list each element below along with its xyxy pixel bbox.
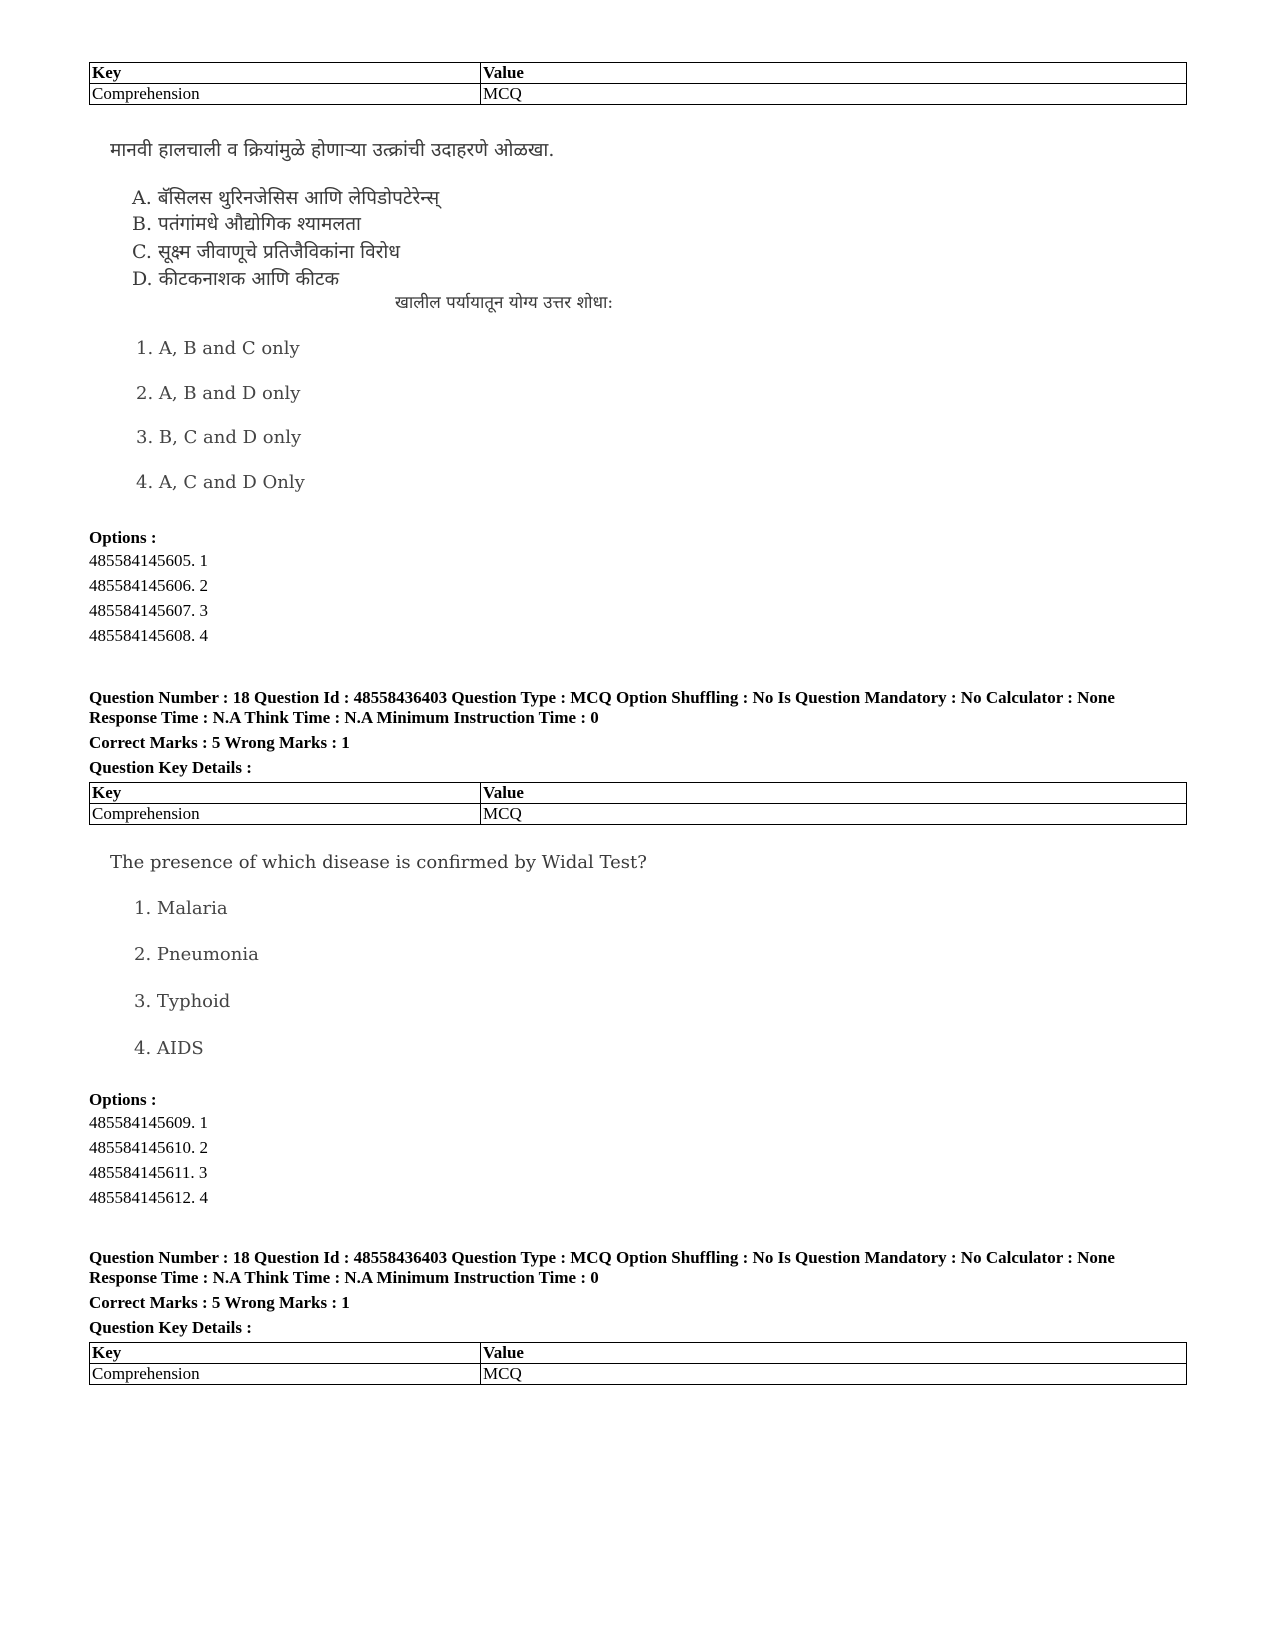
options-label: Options :: [89, 1090, 157, 1109]
question-18-meta: [89, 688, 1115, 728]
value-cell: MCQ: [481, 804, 1187, 825]
statement-a: A. बॅसिलस थुरिनजेसिस आणि लेपिडोपटेरेन्स्: [132, 187, 440, 209]
key-details-label: Question Key Details :: [89, 1318, 252, 1337]
question-meta-line2: Response Time : N.A Think Time : N.A Minimum Instruction Time : 0: [89, 1268, 599, 1287]
option-item: 485584145609. 1: [89, 1113, 208, 1132]
question-meta-line1: Question Number : 18 Question Id : 48558436403 Question Type : MCQ Option Shuffling : No Is Question Mandatory : No Calculator : None: [89, 1248, 1115, 1267]
table-row: [90, 804, 1187, 825]
question-stem: मानवी हालचाली व क्रियांमुळे होणाऱ्या उत्क्रांची उदाहरणे ओळखा.: [110, 139, 555, 161]
value-cell: MCQ: [481, 1364, 1187, 1385]
key-header: Key: [90, 63, 481, 84]
table-row: [90, 84, 1187, 105]
value-cell: MCQ: [481, 84, 1187, 105]
options-label: Options :: [89, 528, 157, 547]
choice-1: 1. A, B and C only: [136, 338, 300, 359]
choice-3: 3. B, C and D only: [136, 427, 302, 448]
question-18-repeat-meta: [89, 1248, 1115, 1288]
statement-c: C. सूक्ष्म जीवाणूचे प्रतिजैविकांना विरोध: [132, 241, 401, 263]
table-header-row: [90, 783, 1187, 804]
key-details-label: Question Key Details :: [89, 758, 252, 777]
value-header: Value: [481, 63, 1187, 84]
choice-4: 4. A, C and D Only: [136, 472, 305, 493]
table-row: [90, 1364, 1187, 1385]
choice-1: 1. Malaria: [134, 898, 228, 919]
choice-2: 2. A, B and D only: [136, 383, 301, 404]
option-item: 485584145605. 1: [89, 551, 208, 570]
options-block-18: [89, 1090, 208, 1210]
key-cell: Comprehension: [90, 84, 481, 105]
choice-3: 3. Typhoid: [134, 991, 231, 1012]
key-header: Key: [90, 783, 481, 804]
marks-line: Correct Marks : 5 Wrong Marks : 1: [89, 733, 350, 752]
key-cell: Comprehension: [90, 804, 481, 825]
question-stem: The presence of which disease is confirmed by Widal Test?: [110, 852, 647, 873]
marks-line: Correct Marks : 5 Wrong Marks : 1: [89, 1293, 350, 1312]
question-meta-line1: Question Number : 18 Question Id : 48558436403 Question Type : MCQ Option Shuffling : No Is Question Mandatory : No Calculator : None: [89, 688, 1115, 707]
statement-b: B. पतंगांमधे औद्योगिक श्यामलता: [132, 213, 361, 235]
options-block-17: [89, 528, 208, 648]
choice-4: 4. AIDS: [134, 1038, 204, 1059]
value-header: Value: [481, 1343, 1187, 1364]
key-cell: Comprehension: [90, 1364, 481, 1385]
option-item: 485584145610. 2: [89, 1138, 208, 1157]
table-header-row: [90, 1343, 1187, 1364]
key-value-table-bottom: [89, 1342, 1187, 1385]
key-header: Key: [90, 1343, 481, 1364]
question-meta-line2: Response Time : N.A Think Time : N.A Minimum Instruction Time : 0: [89, 708, 599, 727]
option-item: 485584145606. 2: [89, 576, 208, 595]
choice-2: 2. Pneumonia: [134, 944, 259, 965]
value-header: Value: [481, 783, 1187, 804]
statement-d: D. कीटकनाशक आणि कीटक: [132, 268, 340, 290]
option-item: 485584145612. 4: [89, 1188, 208, 1207]
option-item: 485584145608. 4: [89, 626, 208, 645]
key-value-table-middle: [89, 782, 1187, 825]
key-value-table-top: [89, 62, 1187, 105]
instruction: खालील पर्यायातून योग्य उत्तर शोधा:: [395, 293, 614, 313]
option-item: 485584145607. 3: [89, 601, 208, 620]
table-header-row: [90, 63, 1187, 84]
option-item: 485584145611. 3: [89, 1163, 208, 1182]
